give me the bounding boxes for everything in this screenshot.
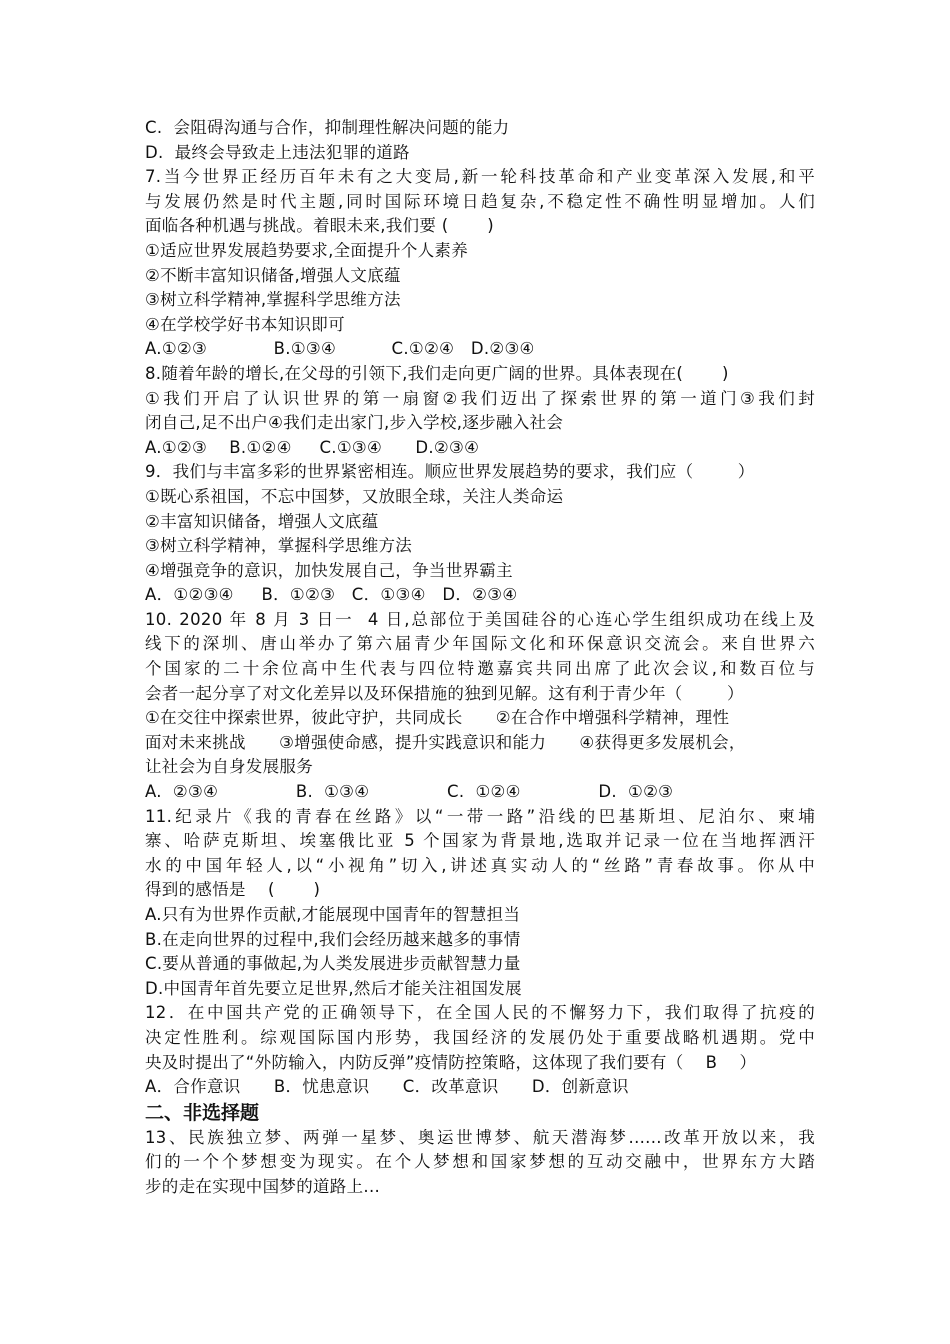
q9-stem: 9．我们与丰富多彩的世界紧密相连。顺应世界发展趋势的要求，我们应（ ） [145,462,755,482]
q7-item-2: ②不断丰富知识储备,增强人文底蕴 [145,265,401,285]
q8-options: A.①②③ B.①②④ C.①③④ D.②③④ [145,437,480,457]
q10-stem-line-1: 10. 2020 年 8 月 3 日一 4 日,总部位于美国硅谷的心连心学生组织成功在线上及 [145,609,815,629]
q11-stem-line-4: 得到的感悟是 ( ) [145,880,321,900]
section-2-heading: 二、非选择题 [145,1101,260,1124]
q7-item-1: ①适应世界发展趋势要求,全面提升个人素养 [145,240,469,260]
q10-item-line-3: 让社会为自身发展服务 [145,757,313,777]
q11-option-d: D.中国青年首先要立足世界,然后才能关注祖国发展 [145,978,522,998]
q12-stem-line-2: 决定性胜利。综观国际国内形势，我国经济的发展仍处于重要战略机遇期。党中 [145,1027,815,1047]
q13-stem-line-2: 们的一个个梦想变为现实。在个人梦想和国家梦想的互动交融中，世界东方大踏 [145,1152,815,1172]
q11-stem-line-2: 寨、哈萨克斯坦、埃塞俄比亚 5 个国家为背景地,选取并记录一位在当地挥洒汗 [145,831,815,851]
q9-item-3: ③树立科学精神，掌握科学思维方法 [145,536,413,556]
q11-option-b: B.在走向世界的过程中,我们会经历越来越多的事情 [145,929,521,949]
q8-stem-line-3: 闭自己,足不出户④我们走出家门,步入学校,逐步融入社会 [145,413,564,433]
q10-stem-line-4: 会者一起分享了对文化差异以及环保措施的独到见解。这有利于青少年（ ） [145,683,744,703]
q10-item-line-1: ①在交往中探索世界，彼此守护，共同成长 ②在合作中增强科学精神，理性 [145,708,730,728]
q11-option-c: C.要从普通的事做起,为人类发展进步贡献智慧力量 [145,954,521,974]
document-body [145,116,815,1200]
q9-item-2: ②丰富知识储备，增强人文底蕴 [145,511,379,531]
q7-stem-line-3: 面临各种机遇与挑战。着眼未来,我们要 ( ) [145,216,494,236]
q10-stem-line-2: 线下的深圳、唐山举办了第六届青少年国际文化和环保意识交流会。来自世界六 [145,634,815,654]
q10-options: A. ②③④ B. ①③④ C. ①②④ D. ①②③ [145,782,674,802]
q13-stem-line-1: 13、民族独立梦、两弹一星梦、奥运世博梦、航天潜海梦......改革开放以来，我 [145,1127,815,1147]
q7-item-3: ③树立科学精神,掌握科学思维方法 [145,290,401,310]
q6-option-d: D. 最终会导致走上违法犯罪的道路 [145,142,410,162]
q8-stem-line-1: 8.随着年龄的增长,在父母的引领下,我们走向更广阔的世界。具体表现在( ) [145,363,729,383]
q12-stem-line-1: 12．在中国共产党的正确领导下，在全国人民的不懈努力下，我们取得了抗疫的 [145,1003,815,1023]
q7-options: A.①②③ B.①③④ C.①②④ D.②③④ [145,339,535,359]
q13-stem-line-3: 步的走在实现中国梦的道路上... [145,1176,381,1196]
q11-stem-line-3: 水的中国年轻人,以“小视角”切入,讲述真实动人的“丝路”青春故事。你从中 [145,855,815,875]
q10-stem-line-3: 个国家的二十余位高中生代表与四位特邀嘉宾共同出席了此次会议,和数百位与 [145,659,815,679]
q7-item-4: ④在学校学好书本知识即可 [145,314,345,334]
q9-options: A．①②③④ B．①②③ C．①③④ D．②③④ [145,585,518,605]
q8-stem-line-2: ①我们开启了认识世界的第一扇窗②我们迈出了探索世界的第一道门③我们封 [145,388,815,408]
q9-item-4: ④增强竞争的意识，加快发展自己，争当世界霸主 [145,560,513,580]
q9-item-1: ①既心系祖国，不忘中国梦，又放眼全球，关注人类命运 [145,486,564,506]
q12-stem-line-3: 央及时提出了“外防输入，内防反弹”疫情防控策略，这体现了我们要有（ B ） [145,1052,757,1072]
q7-stem-line-2: 与发展仍然是时代主题,同时国际环境日趋复杂,不稳定性不确性明显增加。人们 [145,191,815,211]
q6-option-c: C. 会阻碍沟通与合作，抑制理性解决问题的能力 [145,118,510,137]
q10-item-line-2: 面对未来挑战 ③增强使命感，提升实践意识和能力 ④获得更多发展机会， [145,732,746,752]
q7-stem-line-1: 7.当今世界正经历百年未有之大变局,新一轮科技革命和产业变革深入发展,和平 [145,167,815,187]
q11-option-a: A.只有为世界作贡献,才能展现中国青年的智慧担当 [145,905,521,924]
q12-options: A．合作意识 B．忧患意识 C．改革意识 D．创新意识 [145,1077,629,1097]
q11-stem-line-1: 11.纪录片《我的青春在丝路》以“一带一路”沿线的巴基斯坦、尼泊尔、柬埔 [145,806,815,826]
